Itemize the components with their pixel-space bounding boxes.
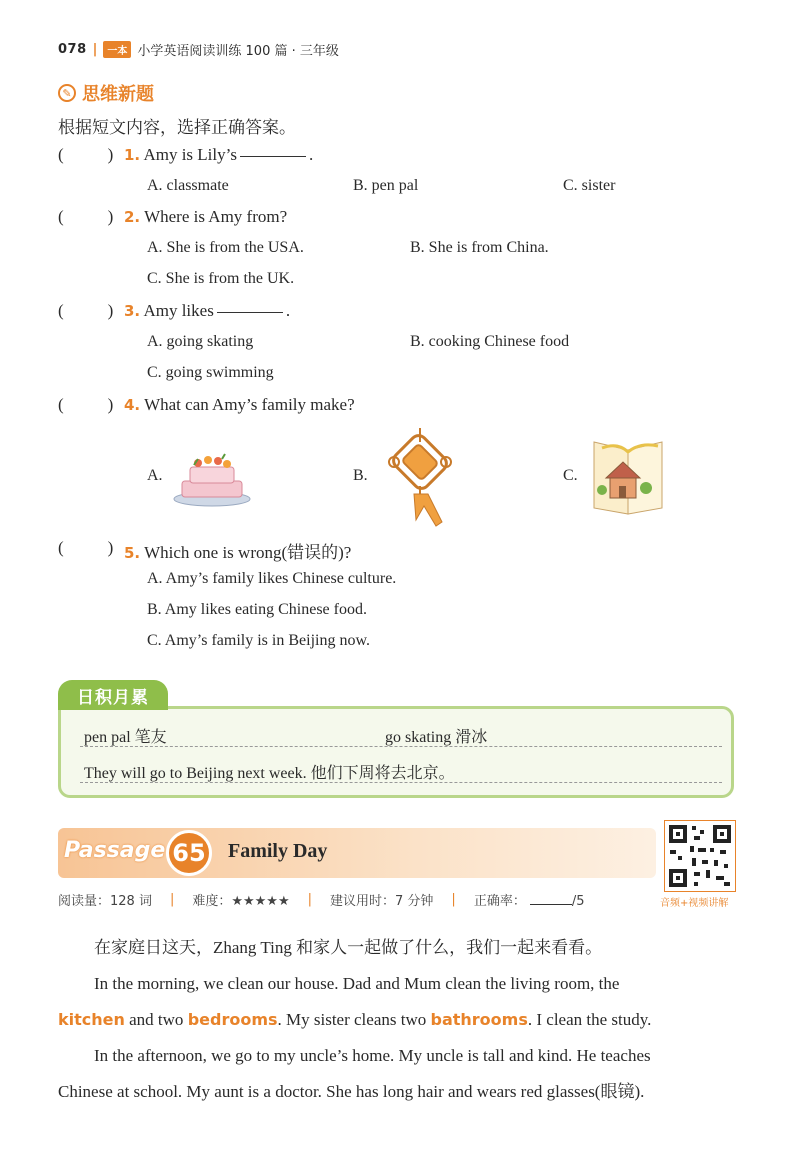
option-2c: C. She is from the UK. (147, 270, 295, 287)
greeting-card-picture (588, 438, 668, 516)
question-5: 5. Which one is wrong(错误的)? (124, 543, 352, 562)
option-5a: A. Amy’s family likes Chinese culture. (147, 570, 397, 587)
paragraph-1-line-1: In the morning, we clean our house. Dad and Mum clean the living room, the (94, 974, 620, 993)
section-title-text: 思维新题 (82, 84, 154, 105)
qr-code[interactable] (664, 820, 736, 892)
accuracy-field: 正确率： /5 (473, 894, 585, 909)
passage-number: 65 (166, 830, 212, 876)
book-title: 小学英语阅读训练 100 篇 · 三年级 (137, 44, 339, 59)
answer-paren-2[interactable]: ( ) (58, 207, 114, 226)
page-number: 078 (58, 42, 87, 57)
pencil-icon: ✎ (58, 84, 76, 102)
passage-meta: 阅读量：128 词 | 难度：★★★★★ | 建议用时：7 分钟 | 正确率： /5 (58, 892, 585, 909)
difficulty-rating: 难度：★★★★★ (192, 894, 290, 909)
paragraph-1-line-2: kitchen and two bedrooms. My sister cleans two bathrooms. I clean the study. (58, 1010, 652, 1029)
paragraph-2-line-1: In the afternoon, we go to my uncle’s home. My uncle is tall and kind. He teaches (94, 1046, 651, 1065)
option-4b: B. (353, 467, 368, 484)
option-2a: A. She is from the USA. (147, 239, 304, 256)
blank-line (240, 156, 306, 157)
highlight-bedrooms: bedrooms (187, 1010, 278, 1029)
word-count: 阅读量：128 词 (58, 894, 152, 909)
blank-line (217, 312, 283, 313)
brand-badge: 一本 (103, 41, 131, 58)
accumulation-box (58, 706, 734, 798)
question-3: 3. Amy likes . (124, 301, 291, 320)
question-4: 4. What can Amy’s family make? (124, 395, 355, 414)
answer-paren-4[interactable]: ( ) (58, 395, 114, 414)
page-header (58, 40, 339, 59)
option-3c: C. going swimming (147, 364, 274, 381)
dashed-divider (80, 746, 722, 747)
dashed-divider (80, 782, 722, 783)
highlight-bathrooms: bathrooms (430, 1010, 528, 1029)
accumulation-tab: 日积月累 (58, 680, 168, 710)
option-1c: C. sister (563, 177, 616, 194)
option-4a: A. (147, 467, 163, 484)
passage-title: Family Day (228, 840, 328, 862)
option-1a: A. classmate (147, 177, 229, 194)
header-separator: | (92, 42, 98, 57)
vocab-sentence: They will go to Beijing next week. 他们下周将去北京。 (84, 765, 455, 782)
section-title (58, 80, 154, 106)
answer-paren-5[interactable]: ( ) (58, 538, 114, 557)
option-5c: C. Amy’s family is in Beijing now. (147, 632, 370, 649)
answer-paren-3[interactable]: ( ) (58, 301, 114, 320)
option-4c: C. (563, 467, 578, 484)
question-2: 2. Where is Amy from? (124, 207, 288, 226)
option-3a: A. going skating (147, 333, 254, 350)
paragraph-2-line-2: Chinese at school. My aunt is a doctor. She has long hair and wears red glasses(眼镜). (58, 1082, 645, 1101)
vocab-item-2: go skating 滑冰 (385, 729, 488, 746)
chinese-knot-picture (380, 428, 460, 528)
option-5b: B. Amy likes eating Chinese food. (147, 601, 367, 618)
suggested-time: 建议用时：7 分钟 (330, 894, 434, 909)
answer-paren-1[interactable]: ( ) (58, 145, 114, 164)
vocab-item-1: pen pal 笔友 (84, 729, 167, 746)
highlight-kitchen: kitchen (58, 1010, 125, 1029)
cake-picture (172, 447, 252, 507)
instruction: 根据短文内容，选择正确答案。 (58, 118, 296, 137)
passage-intro: 在家庭日这天，Zhang Ting 和家人一起做了什么，我们一起来看看。 (94, 938, 603, 957)
passage-label: Passage (64, 838, 166, 863)
question-1: 1. Amy is Lily’s . (124, 145, 314, 164)
option-1b: B. pen pal (353, 177, 419, 194)
qr-caption: 音频+视频讲解 (660, 898, 729, 909)
option-2b: B. She is from China. (410, 239, 549, 256)
option-3b: B. cooking Chinese food (410, 333, 570, 350)
